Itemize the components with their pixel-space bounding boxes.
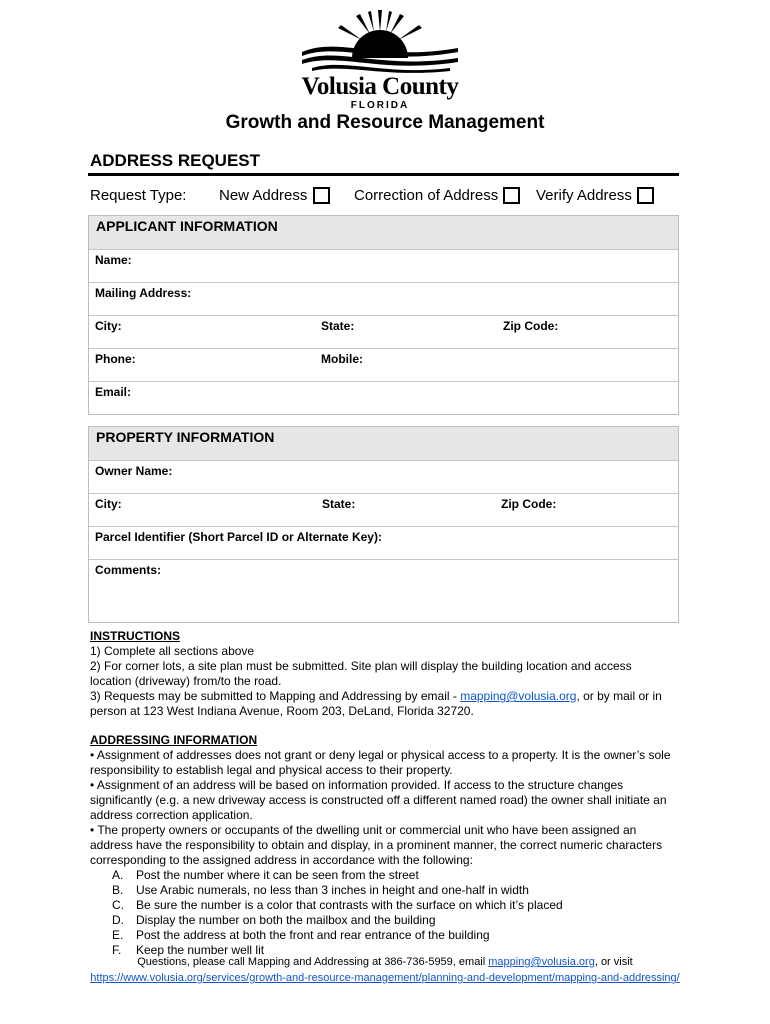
new-address-checkbox[interactable]: [313, 187, 330, 204]
list-item-text: Keep the number well lit: [136, 943, 265, 957]
list-item: [90, 928, 672, 943]
addressing-information-block: [90, 733, 672, 958]
display-requirements-list: [90, 868, 672, 958]
list-item-text: Post the number where it can be seen from the street: [136, 868, 419, 882]
request-type-label: Request Type:: [90, 187, 187, 204]
state-label: State:: [321, 319, 355, 333]
applicant-city-state-zip-row[interactable]: [89, 316, 678, 349]
addressing-heading: ADDRESSING INFORMATION: [90, 733, 258, 747]
volusia-county-logo: [300, 8, 460, 111]
property-zip-label: Zip Code:: [501, 497, 557, 511]
owner-name-field[interactable]: [89, 461, 678, 494]
logo-state-name: FLORIDA: [350, 100, 410, 111]
list-item-text: Post the address at both the front and rear entrance of the building: [136, 928, 490, 942]
verify-address-label: Verify Address: [536, 187, 632, 204]
property-section-header: [89, 427, 678, 461]
phone-label: Phone:: [95, 352, 136, 366]
instruction-item-1: 1) Complete all sections above: [90, 644, 255, 658]
instruction-item-2: 2) For corner lots, a site plan must be submitted. Site plan will display the building location and access location (driveway) from/to the road.: [90, 659, 632, 688]
footer-questions: [0, 955, 770, 969]
list-item: [90, 913, 672, 928]
parcel-identifier-label: Parcel Identifier (Short Parcel ID or Alternate Key):: [95, 530, 382, 544]
list-item-text: Be sure the number is a color that contrasts with the surface on which it’s placed: [136, 898, 563, 912]
correction-address-label: Correction of Address: [354, 187, 499, 204]
mapping-email-link[interactable]: mapping@volusia.org: [460, 689, 577, 703]
phone-mobile-row[interactable]: [89, 349, 678, 382]
list-item-text: Use Arabic numerals, no less than 3 inches in height and one-half in width: [136, 883, 529, 897]
applicant-section-header: [89, 216, 678, 250]
page-title: ADDRESS REQUEST: [90, 151, 261, 170]
mailing-address-label: Mailing Address:: [95, 286, 192, 300]
parcel-identifier-field[interactable]: [89, 527, 678, 560]
mobile-label: Mobile:: [321, 352, 363, 366]
applicant-information-section: [88, 215, 679, 415]
addressing-paragraph-3: • The property owners or occupants of the dwelling unit or commercial unit who have been assigned an address have the responsibility to obtain and display, in a prominent manner, the correct numeric characters corresponding to the assigned address in accordance with the following:: [90, 823, 663, 867]
property-city-label: City:: [95, 497, 122, 511]
list-item-text: Display the number on both the mailbox and the building: [136, 913, 436, 927]
list-item-letter: A.: [112, 868, 124, 882]
logo-county-name: Volusia County: [301, 73, 459, 100]
property-information-section: [88, 426, 679, 623]
verify-address-checkbox[interactable]: [637, 187, 654, 204]
property-state-label: State:: [322, 497, 356, 511]
property-section-title: PROPERTY INFORMATION: [96, 429, 275, 445]
city-label: City:: [95, 319, 122, 333]
name-label: Name:: [95, 253, 132, 267]
list-item-letter: F.: [112, 943, 122, 957]
instruction-item-3-address: , or by mail or in person at 123 West Indiana Avenue, Room 203, DeLand, Florida 32720.: [90, 689, 662, 718]
list-item-letter: C.: [112, 898, 124, 912]
instruction-item-3: [90, 689, 670, 719]
list-item-letter: D.: [112, 913, 124, 927]
title-divider: [88, 173, 679, 176]
sun-logo-icon: [300, 8, 460, 76]
list-item: [90, 883, 672, 898]
applicant-section-title: APPLICANT INFORMATION: [96, 218, 278, 234]
zip-code-label: Zip Code:: [503, 319, 559, 333]
list-item-letter: B.: [112, 883, 124, 897]
email-field[interactable]: [89, 382, 678, 414]
addressing-paragraph-2: • Assignment of an address will be based on information provided. If access to the structure changes significantly (e.g. a new driveway access is constructed off a different named road) the owner shall initiate an address correction application.: [90, 778, 667, 822]
applicant-name-field[interactable]: [89, 250, 678, 283]
footer-url: [0, 971, 770, 985]
list-item-letter: E.: [112, 928, 124, 942]
instructions-block: [90, 629, 670, 719]
property-city-state-zip-row[interactable]: [89, 494, 678, 527]
correction-address-checkbox[interactable]: [503, 187, 520, 204]
mapping-addressing-url-link[interactable]: https://www.volusia.org/services/growth-and-resource-management/planning-and-development/mapping-and-addressing/: [90, 972, 680, 984]
mailing-address-field[interactable]: [89, 283, 678, 316]
new-address-label: New Address: [219, 187, 308, 204]
instructions-heading: INSTRUCTIONS: [90, 629, 180, 643]
owner-name-label: Owner Name:: [95, 464, 173, 478]
footer-questions-text: Questions, please call Mapping and Addressing at 386-736-5959, email: [137, 956, 489, 968]
comments-label: Comments:: [95, 563, 162, 577]
footer-email-link[interactable]: mapping@volusia.org: [488, 956, 595, 968]
list-item: [90, 898, 672, 913]
instruction-item-3-text: 3) Requests may be submitted to Mapping and Addressing by email -: [90, 689, 461, 703]
addressing-paragraph-1: • Assignment of addresses does not grant or deny legal or physical access to a property. It is the owner’s sole responsibility to establish legal and physical access to their property.: [90, 748, 671, 777]
footer-visit-text: , or visit: [594, 956, 633, 968]
comments-field[interactable]: [89, 560, 678, 622]
list-item: [90, 868, 672, 883]
email-label: Email:: [95, 385, 132, 399]
department-title: Growth and Resource Management: [225, 112, 545, 133]
